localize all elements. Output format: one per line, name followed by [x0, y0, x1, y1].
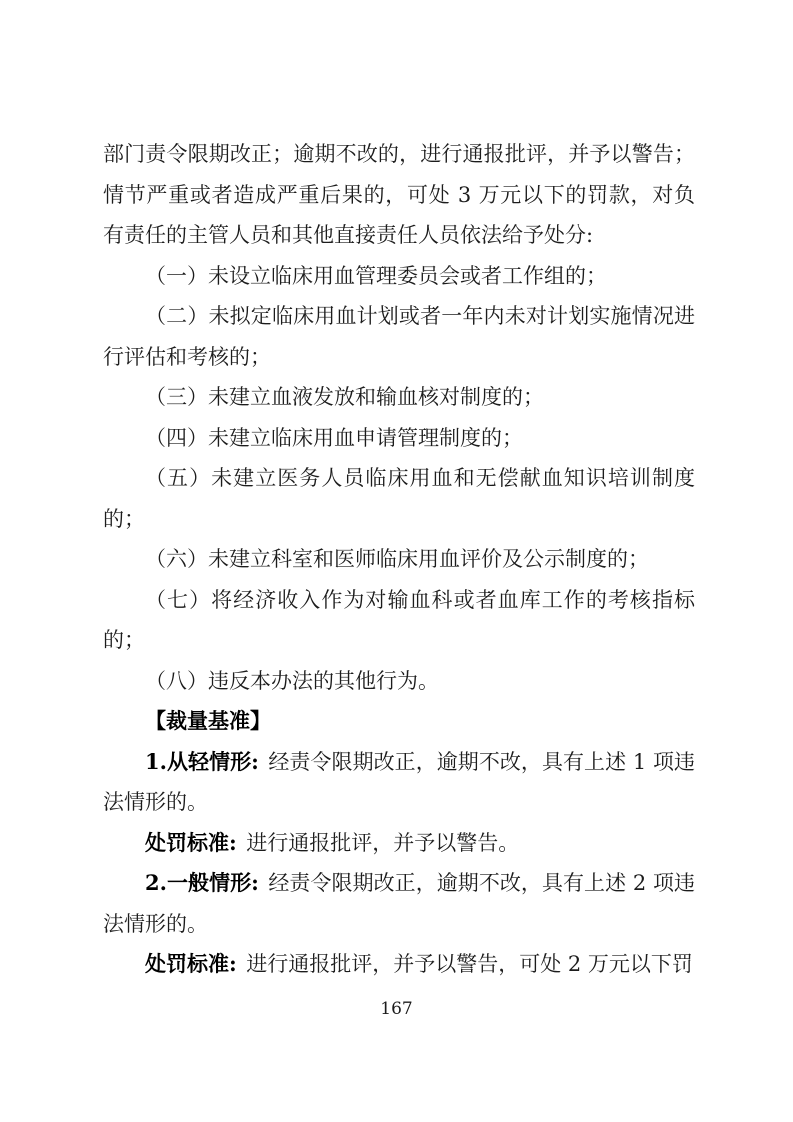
paragraph [103, 256, 695, 297]
paragraph-text: （四）未建立临床用血申请管理制度的； [145, 425, 523, 450]
paragraph [103, 580, 695, 661]
paragraph-text: （一）未设立临床用血管理委员会或者工作组的； [145, 263, 607, 288]
paragraph-heading: 【裁量基准】 [145, 708, 271, 733]
paragraph-text: （五）未建立医务人员临床用血和无偿献血知识培训制度的； [103, 466, 695, 531]
paragraph-label: 2.一般情形: [145, 870, 259, 895]
paragraph [103, 863, 695, 944]
paragraph-text: （三）未建立血液发放和输血核对制度的； [145, 385, 544, 409]
paragraph-label: 处罚标准: [145, 951, 237, 976]
paragraph [103, 134, 695, 256]
paragraph-text: 进行通报批评，并予以警告，可处 2 万元以下罚 [246, 952, 693, 976]
paragraph-label: 1.从轻情形: [145, 748, 259, 774]
paragraph-text: （八）违反本办法的其他行为。 [145, 668, 439, 693]
paragraph [103, 661, 695, 702]
paragraph-text: 经责令限期改正，逾期不改，具有上述 1 项违法情形的。 [103, 749, 695, 814]
document-body [103, 134, 695, 985]
paragraph [103, 742, 695, 823]
paragraph [103, 458, 695, 539]
paragraph [103, 539, 695, 580]
paragraph-text: （六）未建立科室和医师临床用血评价及公示制度的； [145, 547, 649, 571]
paragraph [103, 377, 695, 418]
paragraph [103, 944, 695, 985]
paragraph-text: 部门责令限期改正；逾期不改的，进行通报批评，并予以警告；情节严重或者造成严重后果的，可处 3 万元以下的罚款，对负有责任的主管人员和其他直接责任人员依法给予处分: [103, 142, 695, 247]
paragraph-text: （二）未拟定临床用血计划或者一年内未对计划实施情况进行评估和考核的； [103, 304, 695, 369]
paragraph-text: （七）将经济收入作为对输血科或者血库工作的考核指标的； [103, 587, 695, 652]
paragraph [103, 296, 695, 377]
paragraph-label: 处罚标准: [145, 829, 237, 855]
paragraph [103, 418, 695, 459]
page-number: 167 [380, 999, 413, 1019]
paragraph [103, 701, 695, 742]
paragraph-text: 经责令限期改正，逾期不改，具有上述 2 项违法情形的。 [103, 871, 695, 936]
paragraph [103, 823, 695, 864]
paragraph-text: 进行通报批评，并予以警告。 [246, 830, 520, 855]
